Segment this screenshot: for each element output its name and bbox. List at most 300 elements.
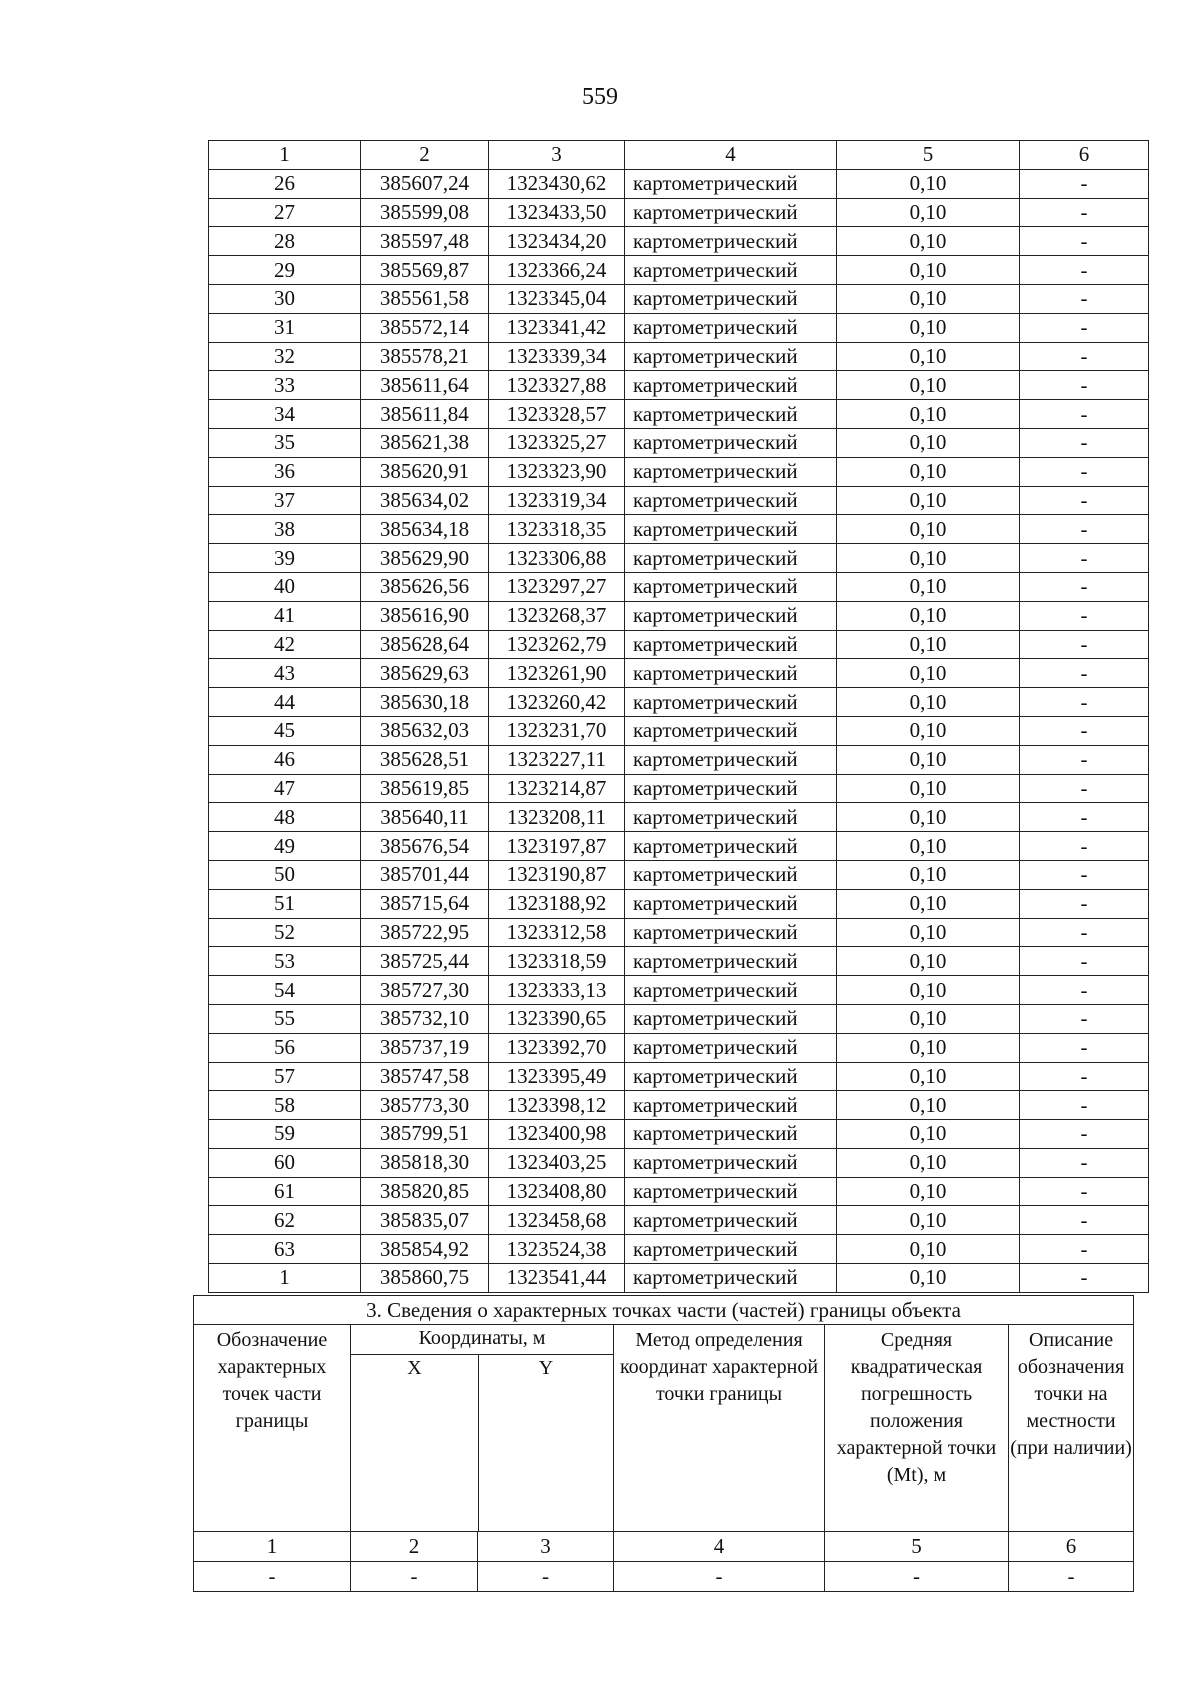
accuracy-cell: 0,10 <box>837 256 1020 285</box>
table-row <box>209 371 1149 400</box>
table-row <box>209 313 1149 342</box>
x-coordinate-cell: 385630,18 <box>361 688 489 717</box>
method-cell: картометрический <box>625 601 837 630</box>
x-coordinate-cell: 385616,90 <box>361 601 489 630</box>
x-coordinate-cell: 385634,18 <box>361 515 489 544</box>
x-coordinate-cell: 385628,51 <box>361 745 489 774</box>
header-row <box>209 141 1149 170</box>
point-number-cell: 33 <box>209 371 361 400</box>
accuracy-cell: 0,10 <box>837 544 1020 573</box>
x-coordinate-cell: 385629,63 <box>361 659 489 688</box>
description-cell: - <box>1020 630 1149 659</box>
accuracy-cell: 0,10 <box>837 774 1020 803</box>
dash-cell: - <box>614 1562 825 1592</box>
accuracy-cell: 0,10 <box>837 1206 1020 1235</box>
description-cell: - <box>1020 342 1149 371</box>
description-cell: - <box>1020 371 1149 400</box>
x-coordinate-cell: 385737,19 <box>361 1033 489 1062</box>
point-number-cell: 54 <box>209 976 361 1005</box>
accuracy-cell: 0,10 <box>837 400 1020 429</box>
header-cell: 2 <box>361 141 489 170</box>
description-cell: - <box>1020 1120 1149 1149</box>
table-row <box>209 688 1149 717</box>
description-cell: - <box>1020 400 1149 429</box>
method-cell: картометрический <box>625 400 837 429</box>
accuracy-cell: 0,10 <box>837 572 1020 601</box>
accuracy-cell: 0,10 <box>837 1120 1020 1149</box>
table-row <box>209 889 1149 918</box>
y-coordinate-cell: 1323398,12 <box>489 1091 625 1120</box>
accuracy-cell: 0,10 <box>837 1264 1020 1293</box>
point-number-cell: 41 <box>209 601 361 630</box>
x-coordinate-cell: 385725,44 <box>361 947 489 976</box>
y-coordinate-cell: 1323231,70 <box>489 716 625 745</box>
accuracy-cell: 0,10 <box>837 169 1020 198</box>
x-coordinate-cell: 385854,92 <box>361 1235 489 1264</box>
section-title: 3. Сведения о характерных точках части (частей) границы объекта <box>194 1296 1134 1325</box>
number-cell: 1 <box>194 1532 351 1562</box>
x-coordinate-cell: 385561,58 <box>361 284 489 313</box>
description-cell: - <box>1020 1062 1149 1091</box>
accuracy-cell: 0,10 <box>837 1062 1020 1091</box>
point-number-cell: 59 <box>209 1120 361 1149</box>
description-cell: - <box>1020 1235 1149 1264</box>
point-number-cell: 62 <box>209 1206 361 1235</box>
point-number-cell: 45 <box>209 716 361 745</box>
x-coordinate-cell: 385597,48 <box>361 227 489 256</box>
point-number-cell: 30 <box>209 284 361 313</box>
accuracy-cell: 0,10 <box>837 889 1020 918</box>
y-coordinate-cell: 1323312,58 <box>489 918 625 947</box>
table-row <box>209 1062 1149 1091</box>
description-cell: - <box>1020 428 1149 457</box>
table-row <box>209 745 1149 774</box>
method-cell: картометрический <box>625 774 837 803</box>
y-coordinate-cell: 1323214,87 <box>489 774 625 803</box>
col-description: Описание обозначения точки на местности (при наличии) <box>1009 1325 1134 1532</box>
y-coordinate-cell: 1323339,34 <box>489 342 625 371</box>
y-coordinate-cell: 1323260,42 <box>489 688 625 717</box>
point-number-cell: 1 <box>209 1264 361 1293</box>
x-coordinate-cell: 385621,38 <box>361 428 489 457</box>
accuracy-cell: 0,10 <box>837 198 1020 227</box>
section-title-row <box>194 1296 1134 1325</box>
table-row <box>209 659 1149 688</box>
y-coordinate-cell: 1323227,11 <box>489 745 625 774</box>
y-coordinate-cell: 1323188,92 <box>489 889 625 918</box>
accuracy-cell: 0,10 <box>837 745 1020 774</box>
y-coordinate-cell: 1323433,50 <box>489 198 625 227</box>
y-coordinate-cell: 1323208,11 <box>489 803 625 832</box>
method-cell: картометрический <box>625 716 837 745</box>
header-cell: 4 <box>625 141 837 170</box>
table-row <box>209 947 1149 976</box>
y-coordinate-cell: 1323318,35 <box>489 515 625 544</box>
point-number-cell: 50 <box>209 860 361 889</box>
method-cell: картометрический <box>625 630 837 659</box>
description-cell: - <box>1020 1206 1149 1235</box>
method-cell: картометрический <box>625 688 837 717</box>
description-cell: - <box>1020 1177 1149 1206</box>
table-row <box>209 428 1149 457</box>
accuracy-cell: 0,10 <box>837 832 1020 861</box>
table-row <box>209 1091 1149 1120</box>
description-cell: - <box>1020 803 1149 832</box>
dash-cell: - <box>351 1562 478 1592</box>
point-number-cell: 42 <box>209 630 361 659</box>
method-cell: картометрический <box>625 1177 837 1206</box>
x-coordinate-cell: 385701,44 <box>361 860 489 889</box>
number-cell: 4 <box>614 1532 825 1562</box>
y-coordinate-cell: 1323306,88 <box>489 544 625 573</box>
description-cell: - <box>1020 457 1149 486</box>
point-number-cell: 34 <box>209 400 361 429</box>
accuracy-cell: 0,10 <box>837 227 1020 256</box>
point-number-cell: 26 <box>209 169 361 198</box>
description-cell: - <box>1020 572 1149 601</box>
point-number-cell: 43 <box>209 659 361 688</box>
point-number-cell: 46 <box>209 745 361 774</box>
point-number-cell: 35 <box>209 428 361 457</box>
y-coordinate-cell: 1323323,90 <box>489 457 625 486</box>
table-row <box>209 630 1149 659</box>
col-point-designation: Обозначение характерных точек части границы <box>194 1325 351 1532</box>
accuracy-cell: 0,10 <box>837 515 1020 544</box>
point-number-cell: 37 <box>209 486 361 515</box>
point-number-cell: 55 <box>209 1004 361 1033</box>
y-coordinate-cell: 1323345,04 <box>489 284 625 313</box>
method-cell: картометрический <box>625 1148 837 1177</box>
y-coordinate-cell: 1323341,42 <box>489 313 625 342</box>
y-coordinate-cell: 1323524,38 <box>489 1235 625 1264</box>
table-row <box>209 832 1149 861</box>
y-coordinate-cell: 1323261,90 <box>489 659 625 688</box>
x-coordinate-cell: 385722,95 <box>361 918 489 947</box>
table-row <box>209 976 1149 1005</box>
method-cell: картометрический <box>625 889 837 918</box>
accuracy-cell: 0,10 <box>837 1177 1020 1206</box>
accuracy-cell: 0,10 <box>837 1033 1020 1062</box>
description-cell: - <box>1020 659 1149 688</box>
y-coordinate-cell: 1323197,87 <box>489 832 625 861</box>
method-cell: картометрический <box>625 1004 837 1033</box>
point-number-cell: 61 <box>209 1177 361 1206</box>
method-cell: картометрический <box>625 918 837 947</box>
description-cell: - <box>1020 918 1149 947</box>
method-cell: картометрический <box>625 1091 837 1120</box>
table-row <box>209 1004 1149 1033</box>
accuracy-cell: 0,10 <box>837 313 1020 342</box>
y-coordinate-cell: 1323395,49 <box>489 1062 625 1091</box>
method-cell: картометрический <box>625 313 837 342</box>
section3-table <box>193 1295 1134 1592</box>
dash-cell: - <box>478 1562 614 1592</box>
method-cell: картометрический <box>625 572 837 601</box>
accuracy-cell: 0,10 <box>837 1235 1020 1264</box>
method-cell: картометрический <box>625 169 837 198</box>
description-cell: - <box>1020 745 1149 774</box>
y-coordinate-cell: 1323327,88 <box>489 371 625 400</box>
x-coordinate-cell: 385818,30 <box>361 1148 489 1177</box>
point-number-cell: 53 <box>209 947 361 976</box>
accuracy-cell: 0,10 <box>837 601 1020 630</box>
description-cell: - <box>1020 1004 1149 1033</box>
table-row <box>209 198 1149 227</box>
description-cell: - <box>1020 284 1149 313</box>
point-number-cell: 49 <box>209 832 361 861</box>
y-coordinate-cell: 1323318,59 <box>489 947 625 976</box>
method-cell: картометрический <box>625 947 837 976</box>
number-cell: 2 <box>351 1532 478 1562</box>
description-cell: - <box>1020 832 1149 861</box>
description-cell: - <box>1020 544 1149 573</box>
table-row <box>209 1177 1149 1206</box>
description-cell: - <box>1020 947 1149 976</box>
accuracy-cell: 0,10 <box>837 860 1020 889</box>
x-coordinate-cell: 385569,87 <box>361 256 489 285</box>
col-coordinates <box>351 1325 614 1532</box>
point-number-cell: 36 <box>209 457 361 486</box>
accuracy-cell: 0,10 <box>837 630 1020 659</box>
dash-cell: - <box>1009 1562 1134 1592</box>
dash-cell: - <box>194 1562 351 1592</box>
method-cell: картометрический <box>625 515 837 544</box>
x-coordinate-cell: 385732,10 <box>361 1004 489 1033</box>
page-number: 559 <box>582 84 618 110</box>
point-number-cell: 57 <box>209 1062 361 1091</box>
description-cell: - <box>1020 976 1149 1005</box>
accuracy-cell: 0,10 <box>837 947 1020 976</box>
header-cell: 3 <box>489 141 625 170</box>
table-row <box>209 284 1149 313</box>
table-row <box>209 860 1149 889</box>
accuracy-cell: 0,10 <box>837 803 1020 832</box>
y-coordinate-cell: 1323541,44 <box>489 1264 625 1293</box>
x-coordinate-cell: 385626,56 <box>361 572 489 601</box>
method-cell: картометрический <box>625 284 837 313</box>
method-cell: картометрический <box>625 1206 837 1235</box>
method-cell: картометрический <box>625 198 837 227</box>
point-number-cell: 44 <box>209 688 361 717</box>
table-row <box>209 256 1149 285</box>
point-number-cell: 51 <box>209 889 361 918</box>
col-accuracy: Средняя квадратическая погрешность положения характерной точки (Mt), м <box>825 1325 1009 1532</box>
y-coordinate-cell: 1323400,98 <box>489 1120 625 1149</box>
description-cell: - <box>1020 313 1149 342</box>
accuracy-cell: 0,10 <box>837 1091 1020 1120</box>
y-coordinate-cell: 1323319,34 <box>489 486 625 515</box>
table-row <box>209 515 1149 544</box>
table-row <box>209 601 1149 630</box>
description-cell: - <box>1020 227 1149 256</box>
accuracy-cell: 0,10 <box>837 457 1020 486</box>
point-number-cell: 56 <box>209 1033 361 1062</box>
accuracy-cell: 0,10 <box>837 1148 1020 1177</box>
x-coordinate-cell: 385634,02 <box>361 486 489 515</box>
x-coordinate-cell: 385632,03 <box>361 716 489 745</box>
x-coordinate-cell: 385599,08 <box>361 198 489 227</box>
x-coordinate-cell: 385799,51 <box>361 1120 489 1149</box>
y-coordinate-cell: 1323434,20 <box>489 227 625 256</box>
table-row <box>209 1120 1149 1149</box>
y-coordinate-cell: 1323325,27 <box>489 428 625 457</box>
number-cell: 3 <box>478 1532 614 1562</box>
y-coordinate-cell: 1323262,79 <box>489 630 625 659</box>
number-cell: 6 <box>1009 1532 1134 1562</box>
accuracy-cell: 0,10 <box>837 342 1020 371</box>
header-cell: 1 <box>209 141 361 170</box>
table-row <box>209 1206 1149 1235</box>
description-cell: - <box>1020 860 1149 889</box>
table-row <box>209 1033 1149 1062</box>
method-cell: картометрический <box>625 1235 837 1264</box>
y-label: Y <box>538 1357 554 1379</box>
point-number-cell: 60 <box>209 1148 361 1177</box>
x-coordinate-cell: 385572,14 <box>361 313 489 342</box>
point-number-cell: 63 <box>209 1235 361 1264</box>
header-cell: 5 <box>837 141 1020 170</box>
table-row <box>209 572 1149 601</box>
accuracy-cell: 0,10 <box>837 918 1020 947</box>
y-coordinate-cell: 1323268,37 <box>489 601 625 630</box>
table-row <box>209 227 1149 256</box>
accuracy-cell: 0,10 <box>837 1004 1020 1033</box>
table-row <box>209 342 1149 371</box>
accuracy-cell: 0,10 <box>837 659 1020 688</box>
point-number-cell: 48 <box>209 803 361 832</box>
accuracy-cell: 0,10 <box>837 716 1020 745</box>
method-cell: картометрический <box>625 1264 837 1293</box>
dash-cell: - <box>825 1562 1009 1592</box>
method-cell: картометрический <box>625 1062 837 1091</box>
x-coordinate-cell: 385835,07 <box>361 1206 489 1235</box>
y-coordinate-cell: 1323333,13 <box>489 976 625 1005</box>
x-coordinate-cell: 385715,64 <box>361 889 489 918</box>
coordinates-subheaders <box>351 1355 613 1531</box>
point-number-cell: 52 <box>209 918 361 947</box>
y-coordinate-cell: 1323403,25 <box>489 1148 625 1177</box>
method-cell: картометрический <box>625 227 837 256</box>
x-coordinate-cell: 385860,75 <box>361 1264 489 1293</box>
x-coordinate-cell: 385676,54 <box>361 832 489 861</box>
y-coordinate-cell: 1323190,87 <box>489 860 625 889</box>
x-coordinate-cell: 385607,24 <box>361 169 489 198</box>
table-row <box>209 774 1149 803</box>
point-number-cell: 38 <box>209 515 361 544</box>
point-number-cell: 58 <box>209 1091 361 1120</box>
method-cell: картометрический <box>625 860 837 889</box>
y-coordinate-cell: 1323390,65 <box>489 1004 625 1033</box>
description-cell: - <box>1020 515 1149 544</box>
table-row <box>209 169 1149 198</box>
method-cell: картометрический <box>625 1120 837 1149</box>
table-row <box>209 803 1149 832</box>
accuracy-cell: 0,10 <box>837 428 1020 457</box>
description-cell: - <box>1020 1148 1149 1177</box>
point-number-cell: 31 <box>209 313 361 342</box>
method-cell: картометрический <box>625 659 837 688</box>
x-label: X <box>351 1355 479 1531</box>
table-row <box>209 1148 1149 1177</box>
col-method: Метод определения координат характерной точки границы <box>614 1325 825 1532</box>
description-cell: - <box>1020 774 1149 803</box>
accuracy-cell: 0,10 <box>837 688 1020 717</box>
method-cell: картометрический <box>625 1033 837 1062</box>
description-cell: - <box>1020 1264 1149 1293</box>
method-cell: картометрический <box>625 544 837 573</box>
x-coordinate-cell: 385578,21 <box>361 342 489 371</box>
x-coordinate-cell: 385619,85 <box>361 774 489 803</box>
method-cell: картометрический <box>625 371 837 400</box>
table-row <box>209 716 1149 745</box>
x-coordinate-cell: 385611,64 <box>361 371 489 400</box>
point-number-cell: 39 <box>209 544 361 573</box>
y-coordinate-cell: 1323392,70 <box>489 1033 625 1062</box>
x-coordinate-cell: 385727,30 <box>361 976 489 1005</box>
point-number-cell: 28 <box>209 227 361 256</box>
method-cell: картометрический <box>625 342 837 371</box>
y-coordinate-cell: 1323366,24 <box>489 256 625 285</box>
accuracy-cell: 0,10 <box>837 284 1020 313</box>
method-cell: картометрический <box>625 457 837 486</box>
table-row <box>209 457 1149 486</box>
empty-data-row <box>194 1562 1134 1592</box>
x-coordinate-cell: 385628,64 <box>361 630 489 659</box>
accuracy-cell: 0,10 <box>837 976 1020 1005</box>
description-cell: - <box>1020 486 1149 515</box>
method-cell: картометрический <box>625 256 837 285</box>
y-coordinate-cell: 1323328,57 <box>489 400 625 429</box>
column-numbers-row <box>194 1532 1134 1562</box>
point-number-cell: 32 <box>209 342 361 371</box>
method-cell: картометрический <box>625 803 837 832</box>
description-cell: - <box>1020 601 1149 630</box>
method-cell: картометрический <box>625 486 837 515</box>
method-cell: картометрический <box>625 745 837 774</box>
y-coordinate-cell: 1323408,80 <box>489 1177 625 1206</box>
method-cell: картометрический <box>625 428 837 457</box>
x-coordinate-cell: 385747,58 <box>361 1062 489 1091</box>
y-coordinate-cell: 1323458,68 <box>489 1206 625 1235</box>
x-coordinate-cell: 385620,91 <box>361 457 489 486</box>
description-cell: - <box>1020 169 1149 198</box>
method-cell: картометрический <box>625 976 837 1005</box>
x-coordinate-cell: 385820,85 <box>361 1177 489 1206</box>
coordinates-label: Координаты, м <box>351 1325 613 1355</box>
table-row <box>209 486 1149 515</box>
description-cell: - <box>1020 1091 1149 1120</box>
table-row <box>209 918 1149 947</box>
accuracy-cell: 0,10 <box>837 371 1020 400</box>
point-number-cell: 29 <box>209 256 361 285</box>
coordinates-table <box>208 140 1149 1293</box>
x-coordinate-cell: 385640,11 <box>361 803 489 832</box>
description-cell: - <box>1020 1033 1149 1062</box>
accuracy-cell: 0,10 <box>837 486 1020 515</box>
x-coordinate-cell: 385611,84 <box>361 400 489 429</box>
x-coordinate-cell: 385629,90 <box>361 544 489 573</box>
section-header-row <box>194 1325 1134 1532</box>
table-row <box>209 400 1149 429</box>
description-cell: - <box>1020 256 1149 285</box>
point-number-cell: 40 <box>209 572 361 601</box>
number-cell: 5 <box>825 1532 1009 1562</box>
coordinates-table-body <box>209 141 1149 1293</box>
table-row <box>209 544 1149 573</box>
method-cell: картометрический <box>625 832 837 861</box>
description-cell: - <box>1020 198 1149 227</box>
description-cell: - <box>1020 889 1149 918</box>
